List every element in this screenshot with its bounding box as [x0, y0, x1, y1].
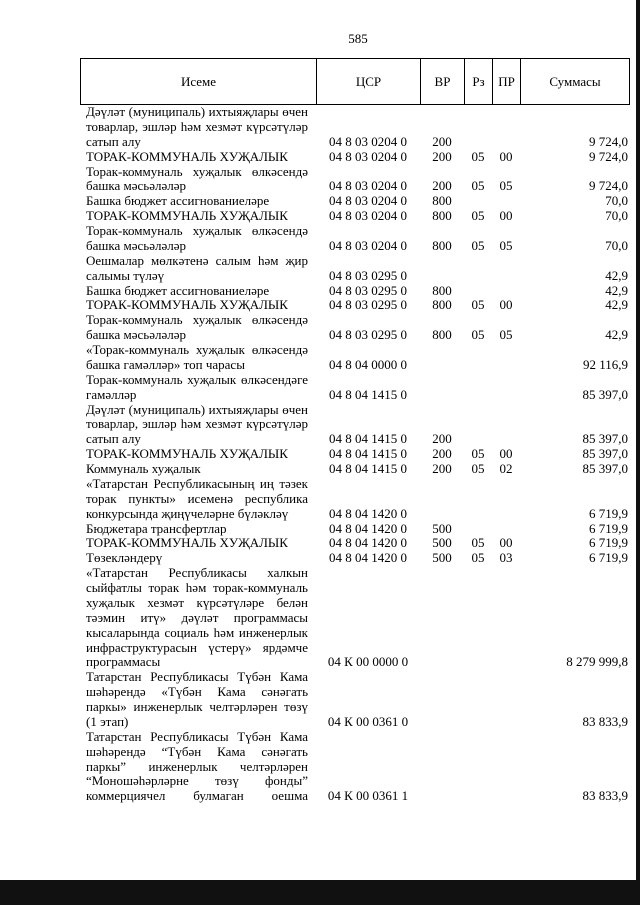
row-name-cell	[80, 566, 316, 670]
row-pr-code: 05	[499, 237, 513, 253]
row-rz-code: 05	[471, 178, 485, 194]
row-name-cell	[80, 462, 316, 477]
table-row	[80, 670, 630, 730]
row-sum-amount: 6 719,9	[589, 505, 628, 521]
row-name-cell	[80, 105, 316, 150]
row-csr-code: 04 8 04 1415 0	[329, 446, 407, 462]
row-csr-code: 04 8 04 1420 0	[329, 520, 407, 536]
row-name-line: башка мәсьәләләр	[86, 327, 187, 343]
row-name-line: кысаларында социаль һәм инженерлык	[86, 624, 308, 640]
row-pr-code: 00	[499, 148, 513, 164]
row-name-cell	[80, 670, 316, 730]
row-name-line: Башка бюджет ассигнованиеләре	[86, 193, 270, 209]
row-name-line: Татарстан Республикасы Түбән Кама	[86, 728, 308, 744]
table-row	[80, 477, 630, 522]
row-sum-amount: 6 719,9	[589, 550, 628, 566]
row-vr-code: 200	[432, 461, 452, 476]
row-sum-amount: 42,9	[605, 327, 628, 343]
row-name-cell	[80, 298, 316, 313]
row-csr-code: 04 К 00 0361 0	[327, 713, 409, 729]
row-name-cell	[80, 313, 316, 343]
row-vr-code: 800	[432, 282, 452, 298]
row-rz-code: 05	[471, 446, 485, 462]
row-vr-code: 800	[432, 297, 452, 313]
row-sum-amount: 42,9	[605, 297, 628, 313]
row-rz-code: 05	[471, 208, 485, 224]
row-csr-code: 04 8 04 1415 0	[329, 386, 407, 402]
row-name-line: шәһәрендә «Түбән Кама сәнәгать	[86, 684, 308, 700]
page-number: 585	[348, 31, 368, 46]
table-row	[80, 403, 630, 448]
row-name-line: Торак-коммуналь хуҗалык өлкәсендә	[86, 223, 308, 238]
row-sum-amount: 83 833,9	[582, 713, 628, 729]
row-sum-amount: 9 724,0	[589, 148, 628, 164]
row-name-cell	[80, 194, 316, 209]
row-name-line: хуҗалык хезмәт күрсәтүләре белән	[86, 594, 308, 610]
table-row	[80, 194, 630, 209]
row-name-line: сыйфатлы торак һәм торак-коммуналь	[86, 580, 308, 595]
row-name-line: торак пункты» исеменә республика	[86, 490, 308, 506]
row-name-cell	[80, 224, 316, 254]
row-vr-code: 500	[432, 535, 452, 551]
row-name-line: башка мәсьәләләр	[86, 178, 187, 194]
row-name-line: паркы” инженерлык челтәрләрен	[86, 758, 308, 774]
row-pr-code: 00	[499, 208, 513, 224]
row-name-line: сатып алу	[86, 431, 141, 447]
row-name-cell	[80, 150, 316, 165]
table-row	[80, 536, 630, 551]
row-pr-code: 00	[499, 446, 513, 462]
row-name-line: Торак-коммуналь хуҗалык өлкәсендәге	[86, 371, 308, 387]
row-name-line: инфраструктурасын үстерү» ярдәмче	[86, 639, 308, 655]
row-name-line: Коммуналь хуҗалык	[86, 461, 201, 476]
row-pr-code: 05	[499, 178, 513, 194]
row-name-cell	[80, 447, 316, 462]
row-name-line: Төзекләндерү	[86, 550, 163, 566]
row-csr-code: 04 8 03 0295 0	[329, 282, 407, 298]
row-name-line: Башка бюджет ассигнованиеләре	[86, 282, 270, 298]
row-vr-code: 200	[432, 446, 452, 462]
row-name-line: Татарстан Республикасы Түбән Кама	[86, 669, 308, 685]
row-csr-code: 04 8 03 0204 0	[329, 178, 407, 194]
row-pr-code: 05	[499, 327, 513, 343]
row-name-line: гамәлләр	[86, 386, 137, 402]
row-csr-code: 04 8 04 1420 0	[329, 505, 407, 521]
row-csr-code: 04 8 03 0204 0	[329, 208, 407, 224]
row-name-line: башка мәсьәләләр	[86, 237, 187, 253]
row-vr-code: 200	[432, 431, 452, 447]
row-name-cell	[80, 403, 316, 448]
row-sum-amount: 85 397,0	[582, 386, 628, 402]
row-sum-amount: 9 724,0	[589, 178, 628, 194]
row-name-line: сатып алу	[86, 133, 141, 149]
row-vr-code: 800	[432, 193, 452, 209]
table-header	[80, 58, 630, 105]
row-csr-code: 04 8 03 0295 0	[329, 327, 407, 343]
row-vr-code: 500	[432, 550, 452, 566]
row-name-line: паркы» инженерлык челтәрләрен төзү	[86, 699, 308, 714]
row-name-line: ТОРАК-КОММУНАЛЬ ХУҖАЛЫК	[86, 297, 288, 313]
row-rz-code: 05	[471, 461, 485, 476]
row-sum-amount: 9 724,0	[589, 133, 628, 149]
row-name-line: Торак-коммуналь хуҗалык өлкәсендә	[86, 312, 308, 328]
scan-edge-bottom	[0, 880, 640, 905]
row-rz-code: 05	[471, 535, 485, 551]
header-vr: ВР	[420, 59, 464, 104]
table-row	[80, 313, 630, 343]
row-name-line: “Моношәһәрләрне төзү фонды”	[86, 773, 308, 789]
row-sum-amount: 70,0	[605, 208, 628, 224]
row-csr-code: 04 8 04 1415 0	[329, 461, 407, 476]
row-name-line: ТОРАК-КОММУНАЛЬ ХУҖАЛЫК	[86, 446, 288, 462]
row-sum-amount: 70,0	[605, 193, 628, 209]
row-name-line: салымы түләү	[86, 267, 165, 283]
row-sum-amount: 83 833,9	[582, 788, 628, 804]
header-sum: Суммасы	[520, 59, 629, 104]
table-row	[80, 730, 630, 804]
row-pr-code: 00	[499, 297, 513, 313]
row-rz-code: 05	[471, 297, 485, 313]
row-sum-amount: 42,9	[605, 282, 628, 298]
row-rz-code: 05	[471, 327, 485, 343]
header-rz: Рз	[464, 59, 492, 104]
row-name-line: Оешмалар мөлкәтенә салым һәм җир	[86, 252, 308, 268]
row-name-line: «Татарстан Республикасының иң тәзек	[86, 475, 308, 491]
table-row	[80, 447, 630, 462]
row-name-line: товарлар, эшләр һәм хезмәт күрсәтүләр	[86, 118, 308, 134]
row-name-line: программасы	[86, 654, 161, 670]
table-row	[80, 373, 630, 403]
row-csr-code: 04 8 03 0295 0	[329, 267, 407, 283]
row-name-line: башка гамәлләр» топ чарасы	[86, 356, 245, 372]
row-sum-amount: 70,0	[605, 237, 628, 253]
table-row	[80, 254, 630, 284]
row-name-line: шәһәрендә “Түбән Кама сәнәгать	[86, 743, 308, 759]
row-name-line: Дәүләт (муниципаль) ихтыяҗлары өчен	[86, 104, 308, 119]
row-name-cell	[80, 343, 316, 373]
table-row	[80, 298, 630, 313]
row-csr-code: 04 К 00 0361 1	[327, 788, 409, 804]
row-sum-amount: 8 279 999,8	[566, 654, 628, 670]
row-vr-code: 800	[432, 237, 452, 253]
table-row	[80, 551, 630, 566]
row-name-line: «Татарстан Республикасы халкын	[86, 565, 308, 581]
row-csr-code: 04 8 04 1415 0	[329, 431, 407, 447]
row-name-line: тәэмин итү» дәүләт программасы	[86, 609, 308, 625]
row-csr-code: 04 8 04 0000 0	[329, 356, 407, 372]
row-name-cell	[80, 551, 316, 566]
row-name-cell	[80, 165, 316, 195]
table-row	[80, 462, 630, 477]
header-csr: ЦСР	[316, 59, 420, 104]
row-name-line: «Торак-коммуналь хуҗалык өлкәсендә	[86, 342, 308, 357]
row-sum-amount: 6 719,9	[589, 535, 628, 551]
header-pr: ПР	[492, 59, 520, 104]
row-rz-code: 05	[471, 148, 485, 164]
table-row	[80, 566, 630, 670]
row-sum-amount: 42,9	[605, 267, 628, 283]
row-name-cell	[80, 284, 316, 299]
row-pr-code: 02	[499, 461, 513, 476]
table-row	[80, 209, 630, 224]
row-name-cell	[80, 373, 316, 403]
row-name-line: (1 этап)	[86, 713, 129, 729]
table-body	[80, 105, 630, 804]
row-name-cell	[80, 209, 316, 224]
row-sum-amount: 6 719,9	[589, 520, 628, 536]
row-name-cell	[80, 730, 316, 804]
row-name-line: коммерциячел булмаган оешма	[86, 788, 308, 804]
row-sum-amount: 85 397,0	[582, 446, 628, 462]
row-pr-code: 00	[499, 535, 513, 551]
row-sum-amount: 85 397,0	[582, 461, 628, 476]
row-vr-code: 800	[432, 208, 452, 224]
row-sum-amount: 85 397,0	[582, 431, 628, 447]
row-name-cell	[80, 522, 316, 537]
row-vr-code: 800	[432, 327, 452, 343]
row-csr-code: 04 8 04 1420 0	[329, 535, 407, 551]
row-vr-code: 500	[432, 520, 452, 536]
row-csr-code: 04 8 03 0204 0	[329, 193, 407, 209]
row-name-line: ТОРАК-КОММУНАЛЬ ХУҖАЛЫК	[86, 535, 288, 551]
row-pr-code: 03	[499, 550, 513, 566]
row-vr-code: 200	[432, 148, 452, 164]
row-csr-code: 04 8 04 1420 0	[329, 550, 407, 566]
table-row	[80, 165, 630, 195]
row-sum-amount: 92 116,9	[582, 356, 628, 372]
table-row	[80, 105, 630, 150]
row-name-line: конкурсында җиңүчеләрне бүләкләү	[86, 505, 289, 521]
header-name: Исеме	[180, 73, 217, 89]
table-row	[80, 522, 630, 537]
row-csr-code: 04 8 03 0295 0	[329, 297, 407, 313]
row-rz-code: 05	[471, 550, 485, 566]
table-row	[80, 224, 630, 254]
row-csr-code: 04 8 03 0204 0	[329, 133, 407, 149]
table-row	[80, 343, 630, 373]
row-rz-code: 05	[471, 237, 485, 253]
row-name-cell	[80, 536, 316, 551]
row-name-line: Торак-коммуналь хуҗалык өлкәсендә	[86, 163, 308, 179]
row-name-cell	[80, 477, 316, 522]
row-name-line: товарлар, эшләр һәм хезмәт күрсәтүләр	[86, 416, 308, 432]
row-name-cell	[80, 254, 316, 284]
row-csr-code: 04 8 03 0204 0	[329, 237, 407, 253]
row-name-line: Дәүләт (муниципаль) ихтыяҗлары өчен	[86, 401, 308, 417]
row-csr-code: 04 К 00 0000 0	[327, 654, 409, 670]
row-vr-code: 200	[432, 133, 452, 149]
scan-edge-right	[636, 0, 640, 905]
table-row	[80, 284, 630, 299]
table-row	[80, 150, 630, 165]
row-csr-code: 04 8 03 0204 0	[329, 148, 407, 164]
row-vr-code: 200	[432, 178, 452, 194]
row-name-line: ТОРАК-КОММУНАЛЬ ХУҖАЛЫК	[86, 208, 288, 224]
row-name-line: Бюджетара трансфертлар	[86, 520, 227, 536]
row-name-line: ТОРАК-КОММУНАЛЬ ХУҖАЛЫК	[86, 148, 288, 164]
